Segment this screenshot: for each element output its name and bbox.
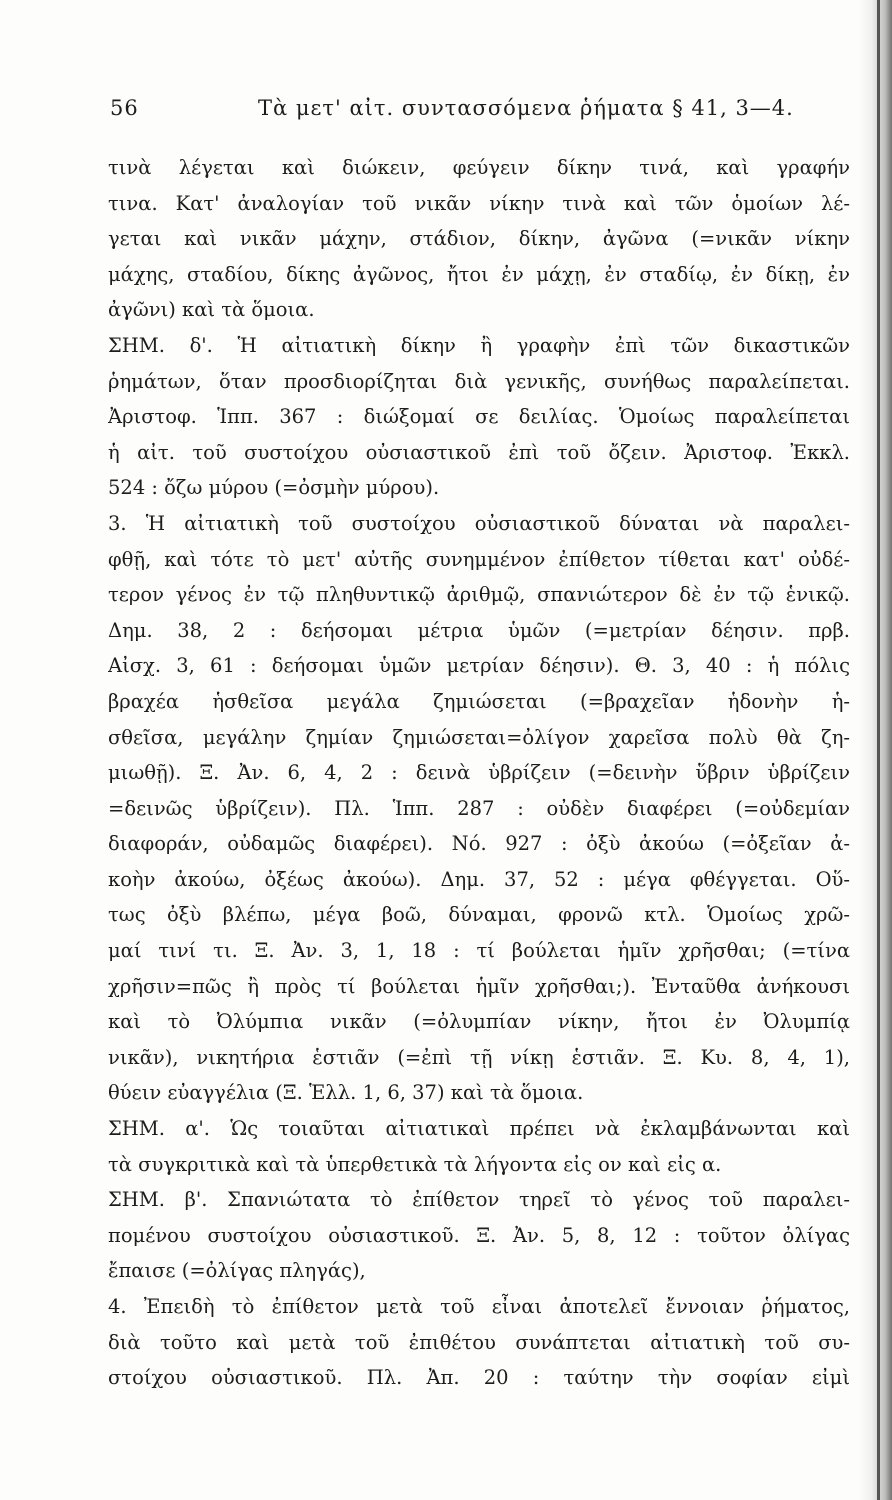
- text-line: κοὴν ἀκούω, ὀξέως ἀκούω). Δημ. 37, 52 : μέγα φθέγγεται. Οὕ-: [108, 867, 850, 891]
- text-line: τως ὀξὺ βλέπω, μέγα βοῶ, δύναμαι, φρονῶ κτλ. Ὁμοίως χρῶ-: [108, 903, 850, 927]
- text-line: τὰ συγκριτικὰ καὶ τὰ ὑπερθετικὰ τὰ λήγοντα εἰς ον καὶ εἰς α.: [108, 1152, 722, 1176]
- text-line: στοίχου οὐσιαστικοῦ. Πλ. Ἀπ. 20 : ταύτην τὴν σοφίαν εἰμὶ: [108, 1366, 850, 1390]
- text-line: ΣΗΜ. α'. Ὡς τοιαῦται αἰτιατικαὶ πρέπει νὰ ἐκλαμβάνωνται καὶ: [108, 1117, 850, 1141]
- text-line: μαί τινί τι. Ξ. Ἀν. 3, 1, 18 : τί βούλεται ἡμῖν χρῆσθαι; (=τίνα: [108, 939, 850, 963]
- text-line: 524 : ὄζω μύρου (=ὀσμὴν μύρου).: [108, 476, 440, 500]
- text-line: =δεινῶς ὑβρίζειν). Πλ. Ἱππ. 287 : οὐδὲν διαφέρει (=οὐδεμίαν: [108, 796, 850, 820]
- text-line: τινα. Κατ' ἀναλογίαν τοῦ νικᾶν νίκην τινὰ καὶ τῶν ὁμοίων λέ-: [108, 191, 850, 215]
- page-header: [110, 96, 794, 130]
- text-line: καὶ τὸ Ὀλύμπια νικᾶν (=ὀλυμπίαν νίκην, ἤτοι ἐν Ὀλυμπίᾳ: [108, 1010, 850, 1034]
- body-text: [108, 150, 850, 1396]
- text-line: χρῆσιν=πῶς ἢ πρὸς τί βούλεται ἡμῖν χρῆσθαι;). Ἐνταῦθα ἀνήκουσι: [108, 974, 850, 998]
- text-line: τινὰ λέγεται καὶ διώκειν, φεύγειν δίκην τινά, καὶ γραφήν: [108, 156, 850, 179]
- text-line: σθεῖσα, μεγάλην ζημίαν ζημιώσεται=ὀλίγον χαρεῖσα πολὺ θὰ ζη-: [108, 725, 850, 749]
- text-line: 3. Ἡ αἰτιατικὴ τοῦ συστοίχου οὐσιαστικοῦ δύναται νὰ παραλει-: [108, 511, 850, 535]
- text-line: μιωθῇ). Ξ. Ἀν. 6, 4, 2 : δεινὰ ὑβρίζειν (=δεινὴν ὕβριν ὑβρίζειν: [108, 761, 850, 785]
- text-line: θύειν εὐαγγέλια (Ξ. Ἑλλ. 1, 6, 37) καὶ τὰ ὅμοια.: [108, 1081, 584, 1105]
- text-line: διαφοράν, οὐδαμῶς διαφέρει). Νό. 927 : ὀξὺ ἀκούω (=ὀξεῖαν ἀ-: [108, 832, 850, 856]
- text-line: ΣΗΜ. β'. Σπανιώτατα τὸ ἐπίθετον τηρεῖ τὸ γένος τοῦ παραλει-: [108, 1188, 850, 1212]
- text-line: ῥημάτων, ὅταν προσδιορίζηται διὰ γενικῆς, συνήθως παραλείπεται.: [108, 369, 850, 393]
- text-line: Ἀριστοφ. Ἱππ. 367 : διώξομαί σε δειλίας. Ὁμοίως παραλείπεται: [108, 405, 850, 429]
- text-line: νικᾶν), νικητήρια ἑστιᾶν (=ἐπὶ τῇ νίκῃ ἑστιᾶν. Ξ. Κυ. 8, 4, 1),: [108, 1045, 850, 1069]
- page-edge-line: [877, 0, 880, 1500]
- running-title: Τὰ μετ' αἰτ. συντασσόμενα ῥήματα § 41, 3—4.: [258, 96, 794, 120]
- text-line: γεται καὶ νικᾶν μάχην, στάδιον, δίκην, ἀγῶνα (=νικᾶν νίκην: [108, 227, 850, 251]
- text-line: τερον γένος ἐν τῷ πληθυντικῷ ἀριθμῷ, σπανιώτερον δὲ ἐν τῷ ἑνικῷ.: [108, 583, 850, 607]
- text-line: Δημ. 38, 2 : δεήσομαι μέτρια ὑμῶν (=μετρίαν δέησιν. πρβ.: [108, 618, 850, 642]
- text-line: βραχέα ἡσθεῖσα μεγάλα ζημιώσεται (=βραχεῖαν ἡδονὴν ἡ-: [108, 689, 850, 713]
- text-line: ἔπαισε (=ὀλίγας πληγάς),: [108, 1259, 366, 1283]
- text-line: διὰ τοῦτο καὶ μετὰ τοῦ ἐπιθέτου συνάπτεται αἰτιατικὴ τοῦ συ-: [108, 1330, 850, 1354]
- text-line: 4. Ἐπειδὴ τὸ ἐπίθετον μετὰ τοῦ εἶναι ἀποτελεῖ ἔννοιαν ῥήματος,: [108, 1295, 850, 1318]
- text-line: ἀγῶνι) καὶ τὰ ὅμοια.: [108, 298, 315, 322]
- text-line: ΣΗΜ. δ'. Ἡ αἰτιατικὴ δίκην ἢ γραφὴν ἐπὶ τῶν δικαστικῶν: [108, 333, 850, 357]
- text-line: φθῇ, καὶ τότε τὸ μετ' αὐτῆς συνημμένον ἐπίθετον τίθεται κατ' οὐδέ-: [108, 547, 850, 571]
- page-edge-shadow: [858, 0, 892, 1500]
- text-line: ἡ αἰτ. τοῦ συστοίχου οὐσιαστικοῦ ἐπὶ τοῦ ὄζειν. Ἀριστοφ. Ἐκκλ.: [108, 440, 850, 464]
- text-line: μάχης, σταδίου, δίκης ἀγῶνος, ἤτοι ἐν μάχῃ, ἐν σταδίῳ, ἐν δίκῃ, ἐν: [108, 262, 850, 286]
- text-line: Αἰσχ. 3, 61 : δεήσομαι ὑμῶν μετρίαν δέησιν). Θ. 3, 40 : ἡ πόλις: [108, 654, 850, 678]
- text-line: πομένου συστοίχου οὐσιαστικοῦ. Ξ. Ἀν. 5, 8, 12 : τοῦτον ὀλίγας: [108, 1223, 850, 1247]
- page-number: 56: [110, 96, 139, 120]
